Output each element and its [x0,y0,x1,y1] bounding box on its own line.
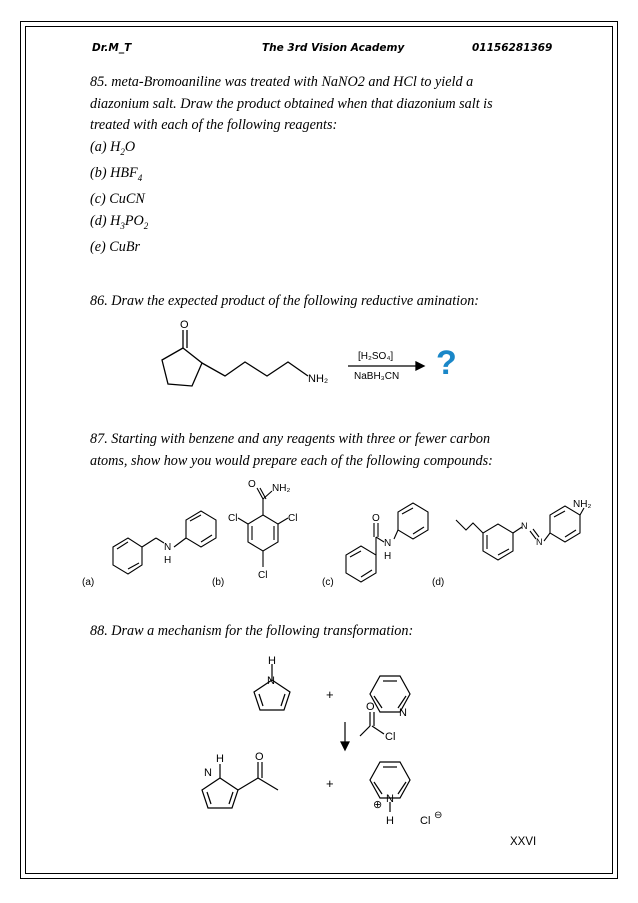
q88-pyridinium-n: N [386,793,394,805]
q88-chloride: Cl [420,815,431,827]
q87b-nh2-label: NH₂ [272,483,291,494]
q87d-n2-label: N [536,537,543,547]
question-85 [90,72,560,258]
q85-line-1: 85. meta-Bromoaniline was treated with NaNO2 and HCl to yield a [90,74,474,90]
q87c-n-label: N [384,538,392,549]
q87-label-c: (c) [322,577,334,588]
q87a-n-label: N [164,542,172,553]
q87b-o-label: O [248,479,256,490]
q88-plus-bottom: + [326,776,334,791]
q86-amine-label: NH₂ [308,373,329,385]
question-mark-icon: ? [436,344,457,382]
q88-product-o: O [255,751,264,763]
q87-structures [78,475,598,595]
q85-option-c: (c) CuCN [90,191,145,208]
q88-product-n: N [204,767,212,779]
q86-reaction-scheme [140,312,480,402]
q88-chloride-charge: ⊖ [434,810,443,821]
q88-pyridine-n: N [399,707,407,719]
q86-text: 86. Draw the expected product of the following reductive amination: [90,293,480,309]
q87a-h-label: H [164,555,172,566]
q87b-cl-right: Cl [288,513,298,524]
q88-plus-top: + [326,687,334,702]
q85-option-b: (b) $HBF_4$ [90,164,143,183]
q85-line-3: treated with each of the following reagents: [90,117,338,133]
question-86 [90,291,560,313]
q87c-h-label: H [384,551,392,562]
q86-oxygen-label: O [180,319,189,331]
q88-product-h: H [216,753,224,765]
q88-acyl-cl: Cl [385,731,396,743]
q88-reaction-scheme [190,652,480,832]
q88-acyl-o: O [366,701,375,713]
q86-reagent-bottom: NaBH₃CN [354,371,400,382]
q87-label-b: (b) [212,577,225,588]
q88-text: 88. Draw a mechanism for the following transformation: [90,623,414,639]
q88-pyridinium-h: H [386,815,394,827]
header-academy: The 3rd Vision Academy [262,42,405,54]
q85-option-d: (d) $H_3PO_2$ [90,212,149,231]
q85-line-2: diazonium salt. Draw the product obtained when that diazonium salt is [90,95,493,112]
q85-option-e: (e) CuBr [90,238,141,255]
q87d-nh2-label: NH₂ [573,499,592,510]
page-number: XXVI [510,836,537,848]
q85-option-a: (a) $H_2O$ [90,138,136,157]
q88-pyrrole-n: N [267,675,275,687]
q87b-cl-left: Cl [228,513,238,524]
question-88 [90,621,560,643]
header-phone: 01156281369 [472,42,553,54]
q86-reagent-top: [H₂SO₄] [358,351,394,362]
header-author: Dr.M_T [92,42,132,54]
q87c-o-label: O [372,513,380,524]
q87d-n1-label: N [521,521,528,531]
q88-pyridinium-charge: ⊕ [373,799,383,811]
question-87 [90,429,560,472]
q88-pyrrole-h: H [268,655,276,667]
q87b-cl-bottom: Cl [258,570,268,581]
q87-label-d: (d) [432,577,445,588]
q87-line-1: 87. Starting with benzene and any reagents with three or fewer carbon [90,431,491,447]
q87-line-2: atoms, show how you would prepare each of the following compounds: [90,452,493,469]
q87-label-a: (a) [82,577,95,588]
